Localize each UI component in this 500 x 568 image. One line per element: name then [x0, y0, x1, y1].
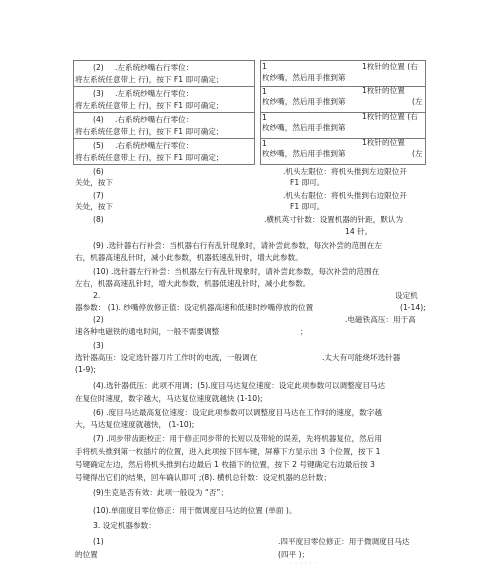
box-number: 1: [262, 87, 267, 96]
paragraph-line: (1-14);: [400, 303, 426, 312]
item-number: (4): [93, 115, 104, 124]
paragraph-line: 在复位时速度，数字越大，马达复位速度就越快 (1-10);: [75, 394, 263, 403]
box-text: 1枚针的位置: [362, 138, 405, 147]
box-text: 1枚针的位置 (右: [362, 62, 418, 71]
item-text: (四平 )；: [278, 550, 310, 559]
box-number: 1: [262, 62, 267, 71]
item-title: .右系统纱嘴右行零位：: [115, 115, 194, 124]
item-text: F1 即可。: [290, 178, 325, 187]
item-text: 将左系统任意带上 行)，按下 F1 即可确定；: [75, 75, 224, 84]
box-text: 枚纱嘴，然后用手推到第: [262, 97, 346, 106]
box-text: 枚纱嘴，然后用手推到第: [262, 149, 346, 158]
paragraph-line: 大，马达复位速度就越快， (1-10);: [75, 420, 195, 429]
left-box-divider: [73, 86, 255, 87]
item-text: ；: [300, 327, 308, 336]
item-title: .左系统纱嘴左行零位：: [115, 89, 194, 98]
left-box-divider: [73, 112, 255, 113]
item-number: (6): [93, 167, 104, 176]
paragraph-line: (4).选针器低压：此项不用调；(5).度目马达复位速度：设定此项参数可以调整度目马达: [93, 381, 386, 390]
item-text: .太大有可能烧坏选针器: [322, 353, 401, 362]
item-text: 将左系统任意带上 行)，按下 F1 即可确定；: [75, 101, 224, 110]
item-text: 选针器高压：设定选针器刀片工作时的电流，一般调在: [75, 353, 258, 362]
paragraph-line: (6) .度目马达最高复位速度：设定此项参数可以调整度目马达在工作时的速度，数字越: [93, 408, 382, 417]
box-text: 枚纱嘴，然后用手推到第: [262, 73, 346, 82]
item-number: (7): [93, 191, 104, 200]
box-number: 1: [262, 139, 267, 148]
section-number: 2.: [93, 291, 101, 300]
item-text: .机头左限位：将机头推到左边限位开: [283, 167, 407, 176]
item-text: 速各种电磁铁的通电时间，一般不需要调整: [75, 327, 220, 336]
paragraph-line: 号键确定左边，然后将机头推到右边最后 1 枚插下的位置，按下 2 号键确定右边最后按 3: [75, 460, 375, 469]
item-number: (3): [93, 89, 104, 98]
item-text: 关处，按下: [75, 178, 113, 187]
paragraph-line: (9)生克是否有效：此项一般设为 “否”；: [93, 488, 228, 497]
item-text: (1-9);: [75, 365, 96, 374]
paragraph-line: (7) .同步带齿距校正：用于修正同步带的长短以及带轮的误差，先将机器复位，然后用: [93, 434, 382, 443]
box-number: 1: [262, 113, 267, 122]
faint-text-line: · · · · · ·: [290, 559, 317, 568]
section-title: 3. 设定机器参数：: [93, 521, 156, 530]
paragraph-line: 器参数： (1). 纱嘴停放修正值：设定机器高速和低速时纱嘴停放的位置: [75, 303, 314, 312]
box-text: (左: [412, 97, 423, 106]
item-text: 的位置: [75, 550, 98, 559]
item-text: 将右系统任意带上 行)，按下 F1 即可确定；: [75, 153, 224, 162]
item-text: 将右系统任意带上 行)，按下 F1 即可确定；: [75, 127, 224, 136]
item-title: .右系统纱嘴左行零位：: [115, 141, 194, 150]
item-number: (2): [93, 63, 104, 72]
paragraph-line: 左右，机器高速乱针时，增大此参数，机器低速乱针时，减小此参数。: [75, 279, 311, 288]
item-number: (5): [93, 141, 104, 150]
item-text: .电磁铁高压：用于高: [345, 315, 416, 324]
box-text: 1枚针的位置 (右: [362, 112, 418, 121]
item-number: (2): [93, 315, 104, 324]
item-title: .左系统纱嘴右行零位：: [115, 63, 194, 72]
paragraph-line: (10).单面度目零位修正：用于微调度目马达的位置 (单面 )。: [93, 506, 297, 515]
box-text: 1枚针的位置: [362, 86, 405, 95]
item-text: .四平度目零位修正：用于微调度目马达: [278, 537, 410, 546]
paragraph-line: (10) .选针器左行补尝：当机器左行有乱针现象时，请补尝此参数，每次补尝的范围在: [93, 267, 380, 276]
box-text: (左: [412, 149, 423, 158]
item-text: .横机英寸针数：设置机器的针距，默认为: [264, 215, 404, 224]
item-text: F1 即可。: [290, 202, 325, 211]
item-text: .机头右限位：将机头推到右边限位开: [283, 191, 407, 200]
item-number: (8): [93, 215, 104, 224]
left-box-divider: [73, 138, 255, 139]
paragraph-line: 号键得出它们的结果，回车确认即可 ;(8). 横机总针数：设定机器的总针数；: [75, 473, 331, 482]
item-number: (1): [93, 537, 104, 546]
section-title: 设定机: [395, 291, 418, 300]
paragraph-line: 手将机头推到第一枚插片的位置，进入此项按下回车键，屏幕下方显示出 3 个位置，按下 1: [75, 447, 381, 456]
paragraph-line: (9) .选针器右行补尝：当机器右行有乱针现象时，请补尝此参数，每次补尝的范围在左: [93, 241, 382, 250]
item-number: (3): [93, 341, 104, 350]
paragraph-line: 右，机器高速乱针时，减小此参数，机器低速乱针时，增大此参数。: [75, 253, 303, 262]
item-text: 关处，按下: [75, 202, 113, 211]
item-text: 14 针。: [345, 227, 373, 236]
box-text: 枚纱嘴，然后用手推到第: [262, 123, 346, 132]
